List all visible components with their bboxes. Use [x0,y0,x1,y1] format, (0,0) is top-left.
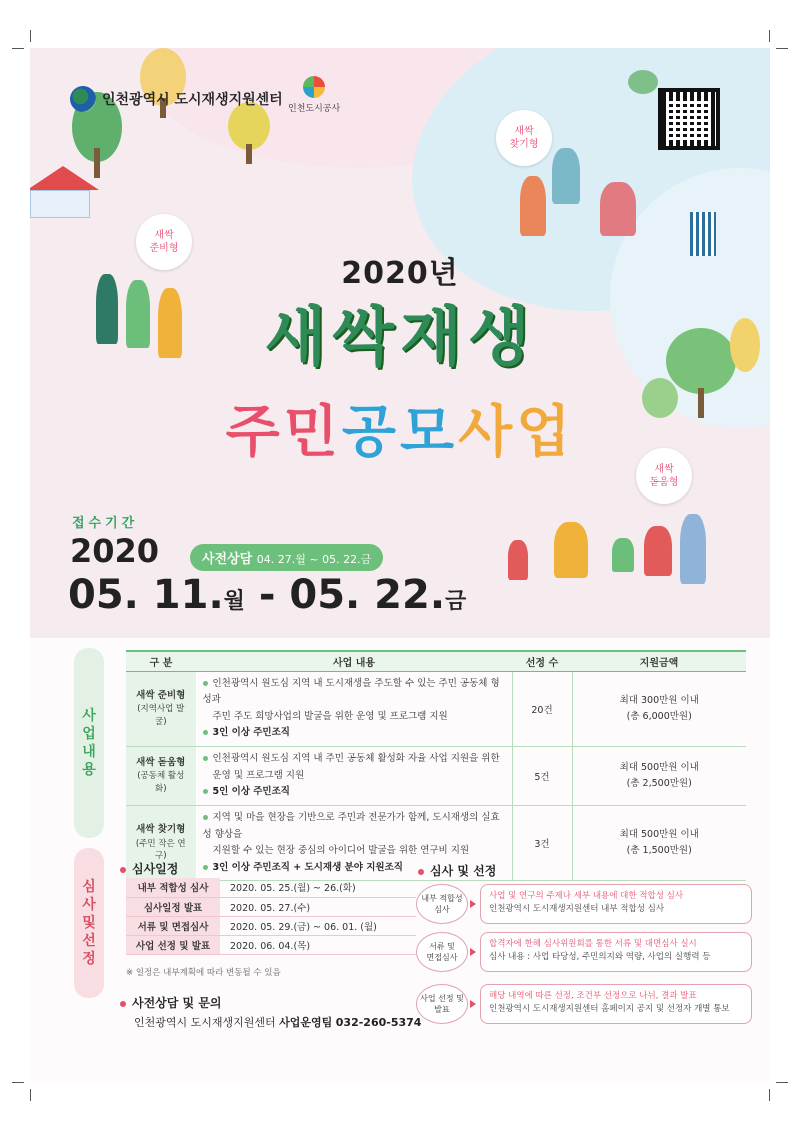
title-sub-char: 공 [341,400,400,465]
table-row [126,935,416,954]
step-line: 인천광역시 도시재생지원센터 홈페이지 공지 및 선정자 개별 통보 [489,1004,730,1015]
column-header: 선정 수 [512,651,572,671]
partner-name: 인천도시공사 [288,104,341,114]
contact-heading [120,994,222,1011]
schedule-value: 2020. 06. 04.(목) [220,935,416,954]
amount-total: (총 1,500만원) [626,845,692,857]
arrow-right-icon [470,1000,476,1008]
amount-total: (총 2,500만원) [626,777,692,789]
step-name: 서류 및 [429,941,455,951]
person-illustration [600,182,636,236]
period-start: 05. 11. [68,572,224,618]
schedule-table [126,878,416,955]
step-name: 사업 선정 및 [420,993,464,1003]
section-label-char: 정 [82,951,96,968]
column-header: 구 분 [126,651,196,671]
crop-mark [769,30,770,42]
column-header: 사업 내용 [196,651,512,671]
step-detail [480,984,752,1024]
period-year: 2020 [70,532,160,570]
section-label-char: 선 [82,933,96,950]
schedule-note: ※ 일정은 내부계획에 따라 변동될 수 있음 [126,968,281,978]
selection-title: 심사 및 선정 [430,864,497,878]
bullet-icon [418,869,424,875]
bullet-icon [120,867,126,873]
amount-line: 최대 500만원 이내 [619,828,699,840]
bullet-icon [120,1001,126,1007]
type-bubble-seek [496,110,552,166]
tree-trunk [246,144,252,164]
category-cell [126,747,196,806]
period-end-day: 금 [445,589,467,614]
person-illustration [552,148,580,204]
step-name: 면접심사 [426,953,458,962]
business-section-label [74,648,104,838]
amount-line: 최대 500만원 이내 [619,761,699,773]
hero-illustration [30,48,770,638]
table-row [126,747,746,806]
qr-code[interactable] [658,88,720,150]
title-sub [30,388,770,468]
description-line: 지원할 수 있는 현장 중심의 아이디어 발굴을 위한 연구비 지원 [212,845,470,857]
step-line: 인천광역시 도시재생지원센터 내부 적합성 심사 [489,904,665,915]
period-dates [68,572,466,618]
selection-step [416,932,754,972]
description-line: 지역 및 마을 현장을 기반으로 주민과 전문가가 함께, 도시재생의 실효성 향상을 [202,811,500,840]
step-circle [416,884,468,924]
crop-mark [12,48,24,49]
step-name: 내부 적합성 [421,893,463,903]
amount-cell [572,671,746,747]
business-table [126,650,746,881]
person-illustration [520,176,546,236]
org-name: 인천광역시 도시재생지원센터 [102,92,283,108]
bullet-icon [203,815,208,820]
column-header: 지원금액 [572,651,746,671]
bullet-icon [203,730,208,735]
pre-consult-badge [190,544,383,571]
step-line: 해당 내역에 따른 선정, 조건부 선정으로 나뉘, 결과 발표 [489,991,697,1001]
schedule-key: 사업 선정 및 발표 [126,935,220,954]
org-logo [70,86,283,112]
amount-total: (총 6,000만원) [626,710,692,722]
bubble-line: 새싹 [154,229,174,241]
step-circle [416,932,468,972]
crop-mark [776,48,788,49]
count-cell: 20건 [512,671,572,747]
crop-mark [30,30,31,42]
category-sub: (지역사업 발굴) [137,704,185,727]
schedule-heading [120,860,178,877]
bubble-line: 찾기형 [509,139,539,150]
contact-team: 사업운영팀 [279,1016,333,1029]
section-label-char: 심 [82,878,96,895]
city-emblem-icon [70,86,96,112]
crop-mark [769,1089,770,1101]
selection-step [416,884,754,924]
crop-mark [776,1082,788,1083]
description-line: 주민 주도 희망사업의 발굴을 위한 운영 및 프로그램 지원 [212,710,448,722]
bullet-icon [203,789,208,794]
bubble-line: 새싹 [654,463,674,475]
table-row [126,878,416,897]
step-detail [480,932,752,972]
section-label-char: 용 [82,762,96,779]
selection-heading [418,862,496,879]
bubble-line: 준비형 [149,243,179,254]
description-line: 인천광역시 원도심 지역 내 도시재생을 주도할 수 있는 주민 공동체 형성과 [202,677,500,706]
period-separator: - [244,572,290,618]
title-main: 새싹재생 [264,300,536,375]
bullet-icon [203,756,208,761]
category-sub: (공동체 활성화) [137,771,185,795]
contact-info [134,1014,421,1030]
bubble-line: 새싹 [514,125,534,137]
pre-consult-label: 사전상담 [202,552,253,567]
amount-cell [572,747,746,806]
title-sub-char: 주 [225,400,284,465]
section-label-char: 사 [82,707,96,724]
description-line: 인천광역시 원도심 지역 내 주민 공동체 활성화 자율 사업 지원을 위한 [212,753,500,764]
schedule-key: 서류 및 면접심사 [126,916,220,935]
bullet-icon [203,681,208,686]
contact-title: 사전상담 및 문의 [132,996,222,1010]
table-row [126,897,416,916]
schedule-value: 2020. 05. 27.(수) [220,897,416,916]
arrow-right-icon [470,948,476,956]
step-line: 심사 내용 : 사업 타당성, 주민의지와 역량, 사업의 실행력 등 [489,952,711,963]
title-sub-char: 사 [458,400,517,465]
section-label-char: 사 [82,896,96,913]
table-header-row [126,651,746,671]
count-cell: 3건 [512,805,572,881]
crop-mark [12,1082,24,1083]
selection-step [416,984,754,1024]
step-name: 발표 [434,1005,450,1014]
amount-line: 최대 300만원 이내 [619,694,699,706]
person-illustration [644,526,672,576]
table-row [126,916,416,935]
description-cell [196,747,512,806]
bubble-line: 돋움형 [649,477,679,488]
schedule-title: 심사일정 [132,862,179,876]
section-label-char: 내 [82,744,96,760]
title-sub-char: 업 [516,400,575,465]
pre-consult-dates: 04. 27.월 ~ 05. 22.금 [256,553,372,566]
count-cell: 5건 [512,747,572,806]
requirement: 3인 이상 주민조직 + 도시재생 분야 지원조직 [212,861,403,873]
title-year: 2020년 [341,256,459,291]
step-line: 합격자에 한해 심사위원회를 통한 서류 및 대면심사 실시 [489,939,697,949]
step-detail [480,884,752,924]
step-line: 사업 및 연구의 주제나 세부 내용에 대한 적합성 심사 [489,891,684,901]
person-illustration [680,514,706,584]
category-cell [126,671,196,747]
category-name: 새싹 준비형 [136,689,186,701]
person-illustration [508,540,528,580]
period-start-day: 월 [223,589,245,614]
tree-illustration [628,70,658,94]
arrow-right-icon [470,900,476,908]
amount-cell [572,805,746,881]
section-label-char: 및 [82,914,96,931]
person-illustration [612,538,634,572]
schedule-value: 2020. 05. 29.(금) ~ 06. 01. (월) [220,916,416,935]
bullet-icon [203,865,208,870]
house-illustration [30,166,96,218]
title-sub-char: 모 [400,400,459,465]
category-name: 새싹 찾기형 [136,824,186,836]
schedule-key: 내부 적합성 심사 [126,878,220,897]
category-name: 새싹 돋움형 [136,757,186,769]
contact-phone[interactable]: 032-260-5374 [335,1016,422,1029]
section-label-char: 업 [82,725,96,742]
partner-logo [288,76,340,114]
table-row [126,671,746,747]
review-section-label [74,848,104,998]
contact-org: 인천광역시 도시재생지원센터 [134,1016,276,1029]
period-label: 접수기간 [72,516,139,531]
crop-mark [30,1089,31,1101]
schedule-key: 심사일정 발표 [126,897,220,916]
schedule-value: 2020. 05. 25.(월) ~ 26.(화) [220,878,416,897]
step-name: 심사 [434,905,450,914]
requirement: 5인 이상 주민조직 [212,786,290,798]
title-sub-char: 민 [283,400,342,465]
partner-emblem-icon [303,76,325,98]
period-end: 05. 22. [289,572,446,618]
step-circle [416,984,468,1024]
description-line: 운영 및 프로그램 지원 [212,769,305,781]
poster [30,48,770,1083]
person-illustration [554,522,588,578]
requirement: 3인 이상 주민조직 [212,727,290,739]
category-sub: (주민 작은 연구) [135,838,186,862]
description-cell [196,671,512,747]
